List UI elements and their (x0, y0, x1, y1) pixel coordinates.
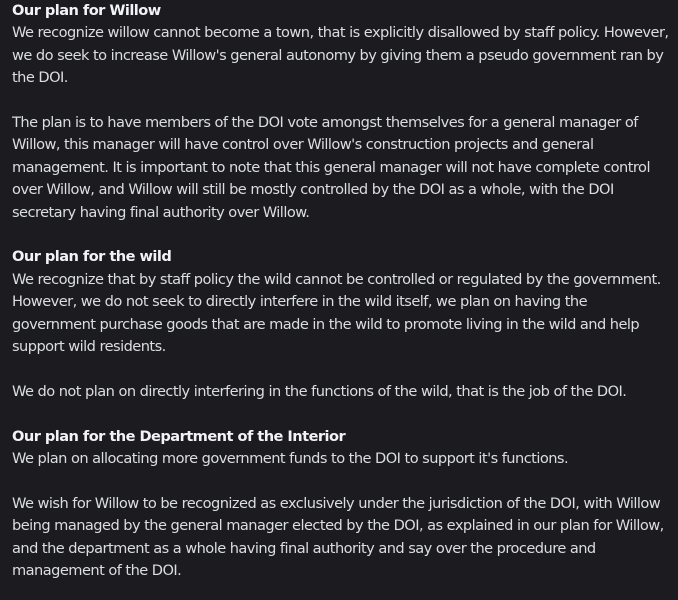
section-heading: Our plan for the wild (12, 248, 172, 266)
section-paragraph: We recognize that by staff policy the wild cannot be controlled or regulated by the government. However, we do not seek to directly interfere in the wild itself, we plan on having the government purchase goods that are made in the wild to promote living in the wild and help support wild residents. (12, 270, 661, 356)
section-paragraph: We do not plan on directly interfering in the functions of the wild, that is the job of the DOI. (12, 382, 627, 400)
section-paragraph: We wish for Willow to be recognized as exclusively under the jurisdiction of the DOI, with Willow being managed by the general manager elected by the DOI, as explained in our plan for Willow, and the department as a whole having final authority and say over the procedure and management of the DOI. (12, 494, 664, 580)
paragraph-spacer (12, 90, 672, 112)
section-heading: Our plan for the Department of the Interior (12, 427, 346, 445)
paragraph-spacer (12, 470, 672, 492)
paragraph-spacer (12, 358, 672, 380)
section-paragraph: We recognize willow cannot become a town, that is explicitly disallowed by staff policy. However, we do seek to increase Willow's general autonomy by giving them a pseudo government ran by the DOI. (12, 24, 669, 87)
section-paragraph: We plan on allocating more government funds to the DOI to support it's functions. (12, 450, 569, 468)
section-willow (12, 0, 672, 224)
section-paragraph: The plan is to have members of the DOI vote amongst themselves for a general manager of Willow, this manager will have control over Willow's construction projects and general management. It is important to note that this general manager will not have complete control over Willow, and Willow will still be mostly controlled by the DOI as a whole, with the DOI secretary having final authority over Willow. (12, 114, 650, 221)
section-heading: Our plan for Willow (12, 2, 161, 19)
section-doi (12, 426, 672, 583)
section-wild (12, 246, 672, 403)
